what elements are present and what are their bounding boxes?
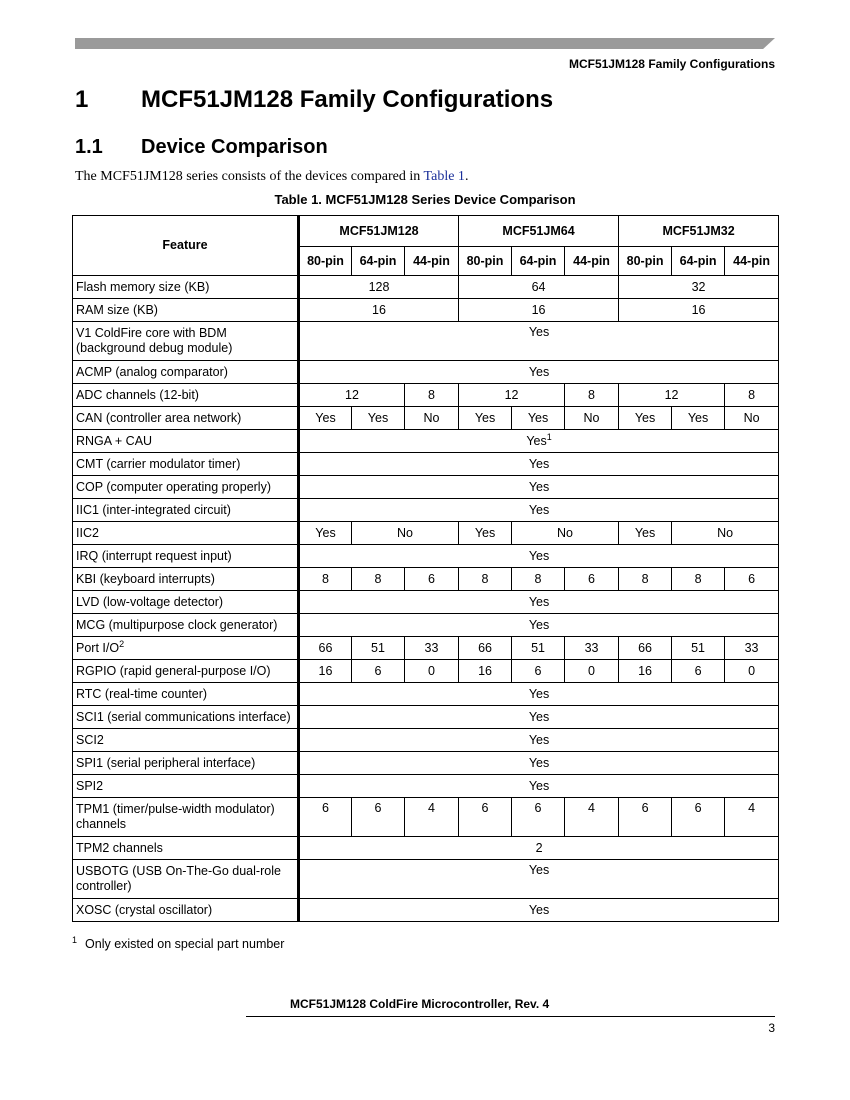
footer-rule — [246, 1016, 775, 1017]
table-row — [73, 522, 779, 545]
table-row — [73, 322, 779, 361]
feature-cell: MCG (multipurpose clock generator) — [73, 614, 299, 637]
value-cell: No — [672, 522, 779, 545]
feature-cell: RTC (real-time counter) — [73, 683, 299, 706]
table-row — [73, 276, 779, 299]
value-cell: 6 — [299, 798, 352, 837]
feature-cell: CAN (controller area network) — [73, 407, 299, 430]
value-cell: 0 — [725, 660, 779, 683]
header-rule — [75, 38, 775, 49]
value-cell: 6 — [352, 798, 405, 837]
table-row — [73, 568, 779, 591]
running-header: MCF51JM128 Family Configurations — [568, 57, 775, 71]
value-cell: 4 — [725, 798, 779, 837]
value-cell: Yes — [299, 683, 779, 706]
pin-header: 44-pin — [725, 247, 779, 276]
feature-cell: LVD (low-voltage detector) — [73, 591, 299, 614]
value-cell: Yes — [299, 752, 779, 775]
value-cell: 6 — [672, 798, 725, 837]
value-cell: 33 — [405, 637, 459, 660]
value-cell: No — [405, 407, 459, 430]
table-row — [73, 729, 779, 752]
value-cell: Yes — [299, 476, 779, 499]
pin-header: 80-pin — [299, 247, 352, 276]
value-cell: 8 — [565, 384, 619, 407]
value-cell: 6 — [512, 660, 565, 683]
value-cell: 6 — [619, 798, 672, 837]
value-cell: 4 — [565, 798, 619, 837]
value-cell: 12 — [459, 384, 565, 407]
footer-title: MCF51JM128 ColdFire Microcontroller, Rev. 4 — [290, 997, 550, 1011]
value-cell: 4 — [405, 798, 459, 837]
page-number: 3 — [768, 1021, 775, 1035]
value-cell: 8 — [619, 568, 672, 591]
value-cell: 16 — [299, 299, 459, 322]
value-cell: 51 — [672, 637, 725, 660]
device-header: MCF51JM32 — [619, 216, 779, 247]
value-cell: 6 — [672, 660, 725, 683]
section-heading — [75, 86, 553, 114]
table-row — [73, 860, 779, 899]
value-cell: Yes — [672, 407, 725, 430]
feature-cell: IIC1 (inter-integrated circuit) — [73, 499, 299, 522]
value-cell: 6 — [512, 798, 565, 837]
pin-header: 64-pin — [352, 247, 405, 276]
feature-cell: COP (computer operating properly) — [73, 476, 299, 499]
pin-header: 80-pin — [459, 247, 512, 276]
table-row — [73, 499, 779, 522]
value-cell: 33 — [565, 637, 619, 660]
feature-cell: TPM1 (timer/pulse-width modulator) channels — [73, 798, 299, 837]
value-cell: 51 — [512, 637, 565, 660]
feature-cell: SCI2 — [73, 729, 299, 752]
value-cell: No — [352, 522, 459, 545]
table-row — [73, 430, 779, 453]
value-cell: No — [565, 407, 619, 430]
value-cell: 66 — [459, 637, 512, 660]
value-cell: 8 — [725, 384, 779, 407]
value-cell: 16 — [299, 660, 352, 683]
feature-cell: ADC channels (12-bit) — [73, 384, 299, 407]
intro-paragraph — [75, 169, 468, 185]
value-cell: 16 — [619, 299, 779, 322]
value-cell: 16 — [459, 660, 512, 683]
table-row — [73, 614, 779, 637]
feature-cell: KBI (keyboard interrupts) — [73, 568, 299, 591]
value-cell: 8 — [512, 568, 565, 591]
value-cell: Yes — [512, 407, 565, 430]
subsection-title: Device Comparison — [141, 136, 328, 158]
device-header: MCF51JM64 — [459, 216, 619, 247]
feature-cell: RAM size (KB) — [73, 299, 299, 322]
value-cell: No — [725, 407, 779, 430]
pin-header: 64-pin — [672, 247, 725, 276]
value-cell: 66 — [299, 637, 352, 660]
value-cell: Yes — [299, 545, 779, 568]
section-title: MCF51JM128 Family Configurations — [141, 86, 554, 113]
feature-cell: XOSC (crystal oscillator) — [73, 899, 299, 922]
table-row — [73, 775, 779, 798]
table-row — [73, 660, 779, 683]
value-cell: Yes — [299, 775, 779, 798]
value-cell: 12 — [619, 384, 725, 407]
pin-header: 64-pin — [512, 247, 565, 276]
value-cell: Yes — [299, 453, 779, 476]
value-cell: 8 — [299, 568, 352, 591]
feature-cell: SPI1 (serial peripheral interface) — [73, 752, 299, 775]
value-cell: Yes — [299, 706, 779, 729]
table-row — [73, 899, 779, 922]
table-row — [73, 545, 779, 568]
feature-cell: V1 ColdFire core with BDM (background debug module) — [73, 322, 299, 361]
table-row — [73, 637, 779, 660]
value-cell: 64 — [459, 276, 619, 299]
footnote-marker: 1 — [72, 935, 78, 945]
feature-cell: CMT (carrier modulator timer) — [73, 453, 299, 476]
table-body — [73, 276, 779, 922]
value-cell: 128 — [299, 276, 459, 299]
value-cell: 16 — [459, 299, 619, 322]
value-cell: 8 — [459, 568, 512, 591]
value-cell: Yes — [299, 729, 779, 752]
table-row — [73, 361, 779, 384]
device-comparison-table — [72, 215, 779, 922]
feature-cell: Flash memory size (KB) — [73, 276, 299, 299]
feature-cell: SPI2 — [73, 775, 299, 798]
value-cell: 0 — [565, 660, 619, 683]
device-header: MCF51JM128 — [299, 216, 459, 247]
value-cell: 8 — [405, 384, 459, 407]
table-row — [73, 299, 779, 322]
value-cell: 0 — [405, 660, 459, 683]
feature-cell: RNGA + CAU — [73, 430, 299, 453]
table-row — [73, 384, 779, 407]
intro-suffix: . — [464, 169, 469, 184]
feature-cell: RGPIO (rapid general-purpose I/O) — [73, 660, 299, 683]
value-cell: Yes — [352, 407, 405, 430]
value-cell: 6 — [405, 568, 459, 591]
table-row — [73, 407, 779, 430]
value-cell: 8 — [352, 568, 405, 591]
footnote-text: Only existed on special part number — [85, 937, 285, 951]
value-cell: Yes — [299, 361, 779, 384]
value-cell: 8 — [672, 568, 725, 591]
table-row — [73, 706, 779, 729]
table-caption: Table 1. MCF51JM128 Series Device Comparison — [274, 192, 576, 207]
feature-cell: IRQ (interrupt request input) — [73, 545, 299, 568]
value-cell: Yes — [299, 899, 779, 922]
footnote — [72, 937, 284, 951]
value-cell: 2 — [299, 837, 779, 860]
value-cell: Yes — [299, 522, 352, 545]
value-cell: Yes — [459, 522, 512, 545]
value-cell: 6 — [352, 660, 405, 683]
table-row — [73, 476, 779, 499]
value-cell: Yes — [459, 407, 512, 430]
table-row — [73, 752, 779, 775]
pin-header: 44-pin — [405, 247, 459, 276]
subsection-heading — [75, 136, 328, 159]
value-cell: 6 — [459, 798, 512, 837]
table-row — [73, 453, 779, 476]
value-cell: Yes — [299, 614, 779, 637]
value-cell: Yes — [299, 407, 352, 430]
value-cell: Yes — [619, 407, 672, 430]
feature-cell: Port $I/O^2$ — [73, 637, 299, 660]
table-row — [73, 837, 779, 860]
feature-cell: SCI1 (serial communications interface) — [73, 706, 299, 729]
value-cell: Yes — [299, 860, 779, 899]
section-number: 1 — [75, 86, 89, 113]
table-row — [73, 798, 779, 837]
feature-cell: TPM2 channels — [73, 837, 299, 860]
table-row — [73, 683, 779, 706]
value-cell: 32 — [619, 276, 779, 299]
value-cell: 12 — [299, 384, 405, 407]
value-cell: No — [512, 522, 619, 545]
value-cell: 16 — [619, 660, 672, 683]
value-cell: 6 — [725, 568, 779, 591]
feature-header: Feature — [73, 216, 299, 276]
value-cell: Yes — [299, 591, 779, 614]
value-cell: Yes — [299, 322, 779, 361]
value-cell: 66 — [619, 637, 672, 660]
feature-cell: IIC2 — [73, 522, 299, 545]
pin-header: 44-pin — [565, 247, 619, 276]
feature-cell: ACMP (analog comparator) — [73, 361, 299, 384]
value-cell: Yes — [299, 499, 779, 522]
table-link[interactable]: Table 1 — [423, 169, 465, 184]
subsection-number: 1.1 — [75, 136, 103, 158]
value-cell: 51 — [352, 637, 405, 660]
value-cell: 6 — [565, 568, 619, 591]
value-cell: 33 — [725, 637, 779, 660]
value-cell: Yes$^1$ — [299, 430, 779, 453]
intro-text: The MCF51JM128 series consists of the devices compared in — [75, 169, 424, 184]
value-cell: Yes — [619, 522, 672, 545]
pin-header: 80-pin — [619, 247, 672, 276]
table-row — [73, 591, 779, 614]
feature-cell: USBOTG (USB On-The-Go dual-role controller) — [73, 860, 299, 899]
